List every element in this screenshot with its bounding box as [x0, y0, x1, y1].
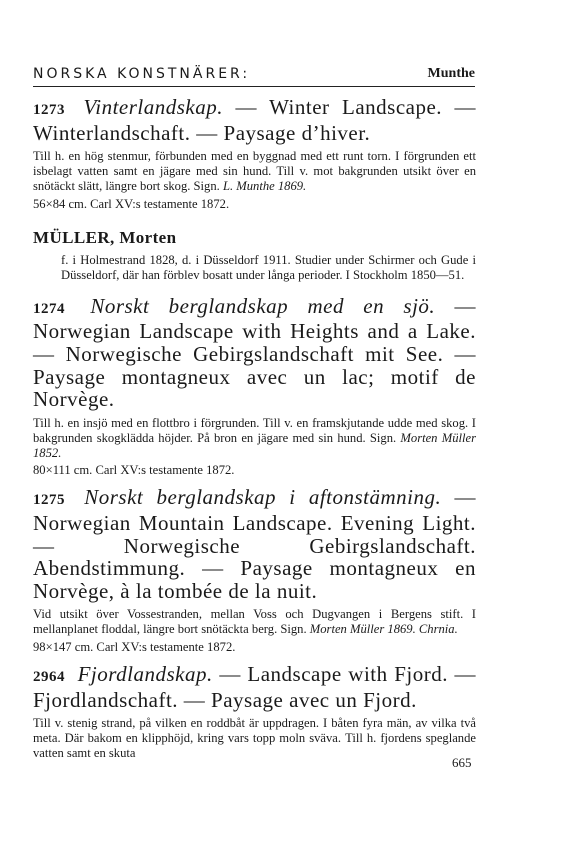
entry-heading — [33, 96, 476, 144]
catalog-entry-1275 — [33, 486, 476, 655]
entry-heading — [33, 663, 476, 711]
entry-description: Till v. stenig strand, på vilken en roddbåt är uppdragen. I båten fyra män, av vilka två meta. Där bakom en klipphöjd, kring vars topp moln svävа. Till h. fjordens speglande vatten samt en skuta — [33, 716, 476, 761]
description-text: Vid utsikt över Vossestranden, mellan Voss och Dugvangen i Bergens stift. I mellanplanet floddal, längre bort snötäckta berg. Sign. — [33, 607, 476, 637]
catalog-entry-1273 — [33, 96, 476, 212]
entry-title: Vinterlandskap. — [83, 95, 223, 119]
entry-description — [33, 607, 476, 637]
entry-translations: — Norwegian Mountain Landscape. Evening Light. — Norwegische Gebirgslandschaft. Abendstimmung. — Paysage montagneux en Norvège, à la tombée de la nuit. — [33, 485, 477, 603]
catalog-entry-2964 — [33, 663, 476, 761]
entry-translations: — Landscape with Fjord. — Fjordlandschaft. — Paysage avec un Fjord. — [33, 662, 477, 712]
entry-size: 80×111 cm. Carl XV:s testamente 1872. — [33, 463, 235, 478]
page-number: 665 — [452, 755, 472, 770]
entry-heading — [33, 295, 476, 411]
entry-translations: — Norwegian Landscape with Heights and a Lake. — Norwegische Gebirgslandschaft mit See. — Paysage montagneux avec un lac; motif de Norvège. — [33, 293, 476, 412]
artist-bio: f. i Holmestrand 1828, d. i Düsseldorf 1911. Studier under Schirmer och Gude i Düsseldorf, där han förblev bosatt under långa perioder. I Stockholm 1850—51. — [61, 252, 476, 282]
section-title: NORSKA KONSTNÄRER: — [33, 66, 251, 82]
description-text: Till h. en insjö med en flottbro i förgrunden. Till v. en framskjutande udde med skog. I bakgrunden skogklädda höjder. På bron en jägare med sin hund. Sign. — [33, 415, 476, 445]
catalog-entry-1274 — [33, 295, 476, 479]
entry-title: Norskt berglandskap i aftonstämning. — [84, 485, 442, 510]
entry-size: 98×147 cm. Carl XV:s testamente 1872. — [33, 640, 236, 655]
entry-signature: L. Munthe 1869. — [222, 179, 307, 193]
entry-description — [33, 149, 476, 194]
entry-title: Norskt berglandskap med en sjö. — [90, 293, 436, 318]
entry-signature: Morten Müller 1869. Chrnia. — [309, 622, 458, 637]
entry-size: 56×84 cm. Carl XV:s testamente 1872. — [33, 196, 230, 211]
artist-name: MÜLLER, Morten — [33, 227, 177, 247]
header-artist: Munthe — [427, 66, 475, 81]
description-text: Till h. en hög stenmur, förbunden med en byggnad med ett runt torn. I förgrunden ett isbelagt vatten samt en jägare med sin hund. Till v. mot bakgrunden utsikt över en snötäckt slätt, längre bort skog. Sign. — [33, 149, 476, 193]
page-content — [33, 96, 476, 769]
entry-title: Fjordlandskap. — [77, 662, 213, 687]
entry-description — [33, 416, 476, 461]
entry-number: 2964 — [33, 669, 65, 686]
entry-signature: Morten Müller 1852. — [33, 430, 476, 460]
entry-number: 1274 — [33, 300, 65, 317]
entry-translations: — Winter Landscape. — Winterlandschaft. — Paysage d’hiver. — [33, 95, 477, 145]
entry-number: 1273 — [33, 102, 65, 118]
entry-number: 1275 — [33, 492, 65, 509]
entry-heading — [33, 486, 476, 602]
running-header — [33, 66, 475, 87]
artist-block — [33, 228, 476, 283]
